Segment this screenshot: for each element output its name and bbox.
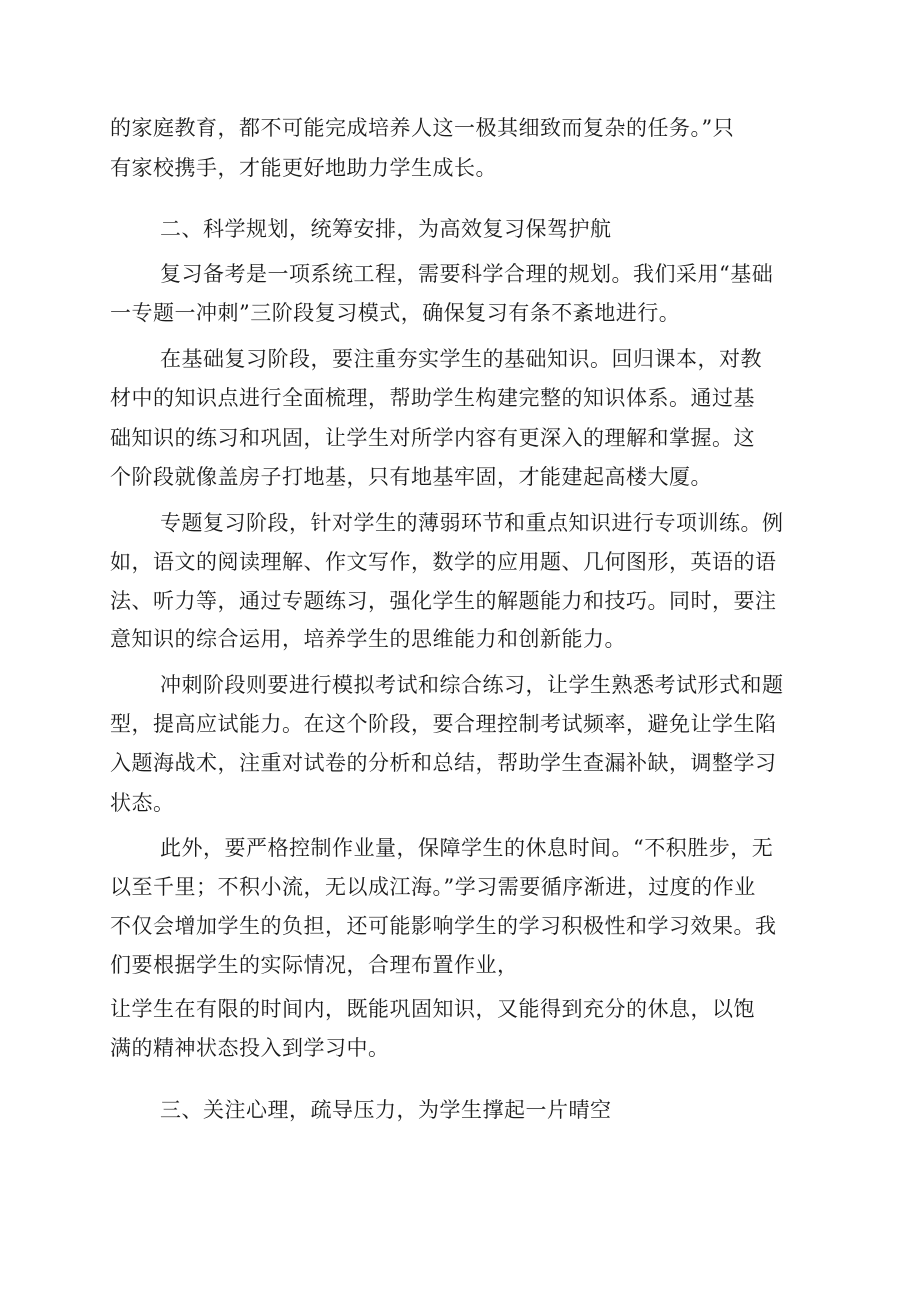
paragraph-line: 以至千里；不积小流，无以成江海。”学习需要循序渐进，过度的作业 — [110, 875, 756, 899]
paragraph-line: 个阶段就像盖房子打地基，只有地基牢固，才能建起高楼大厦。 — [110, 465, 712, 489]
paragraph-line: 们要根据学生的实际情况，合理布置作业， — [110, 953, 519, 977]
paragraph-line: 此外，要严格控制作业量，保障学生的休息时间。“不积胜步，无 — [160, 836, 774, 860]
paragraph-line: 让学生在有限的时间内，既能巩固知识，又能得到充分的休息，以饱 — [110, 997, 755, 1021]
paragraph-line: 冲刺阶段则要进行模拟考试和综合练习，让学生熟悉考试形式和题 — [160, 673, 784, 697]
paragraph-line: 不仅会增加学生的负担，还可能影响学生的学习积极性和学习效果。我 — [110, 914, 777, 938]
paragraph-line: 材中的知识点进行全面梳理，帮助学生构建完整的知识体系。通过基 — [110, 386, 755, 410]
paragraph-line: 入题海战术，注重对试卷的分析和总结，帮助学生查漏补缺，调整学习 — [110, 751, 777, 775]
paragraph-line: 的家庭教育，都不可能完成培养人这一极其细致而复杂的任务。”只 — [110, 116, 735, 140]
paragraph-line: 一专题一冲刺”三阶段复习模式，确保复习有条不紊地进行。 — [110, 301, 681, 325]
paragraph-line: 意知识的综合运用，培养学生的思维能力和创新能力。 — [110, 627, 626, 651]
paragraph-line: 在基础复习阶段，要注重夯实学生的基础知识。回归课本，对教 — [160, 347, 762, 371]
paragraph-line: 专题复习阶段，针对学生的薄弱环节和重点知识进行专项训练。例 — [160, 511, 784, 535]
section-heading-2: 二、科学规划，统筹安排，为高效复习保驾护航 — [160, 217, 612, 241]
paragraph-line: 础知识的练习和巩固，让学生对所学内容有更深入的理解和掌握。这 — [110, 426, 755, 450]
paragraph-line: 有家校携手，才能更好地助力学生成长。 — [110, 156, 497, 180]
section-heading-3: 三、关注心理，疏导压力，为学生撑起一片晴空 — [160, 1098, 612, 1122]
paragraph-line: 复习备考是一项系统工程，需要科学合理的规划。我们采用“基础 — [160, 262, 774, 286]
paragraph-line: 如，语文的阅读理解、作文写作，数学的应用题、几何图形，英语的语 — [110, 550, 777, 574]
paragraph-line: 状态。 — [110, 791, 175, 815]
paragraph-line: 满的精神状态投入到学习中。 — [110, 1036, 390, 1060]
paragraph-line: 法、听力等，通过专题练习，强化学生的解题能力和技巧。同时，要注 — [110, 589, 777, 613]
paragraph-line: 型，提高应试能力。在这个阶段，要合理控制考试频率，避免让学生陷 — [110, 712, 777, 736]
